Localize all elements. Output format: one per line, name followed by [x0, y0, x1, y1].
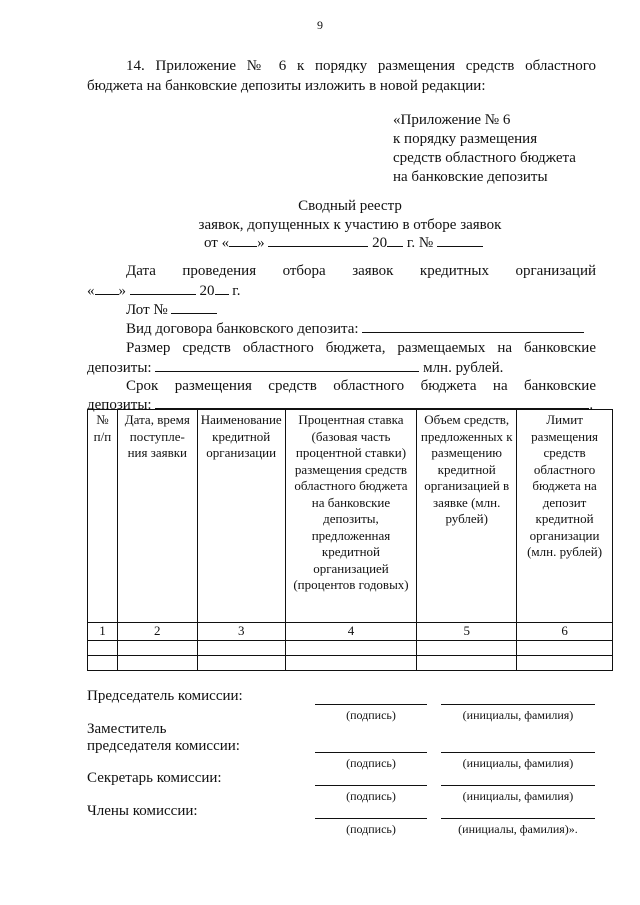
table-header-row	[88, 410, 613, 623]
amount-label-line: Размер средств областного бюджета, размещаемых на банковские	[126, 340, 596, 356]
quote-close: »	[118, 283, 126, 299]
term-field[interactable]	[155, 394, 589, 409]
amount-label: депозиты:	[87, 360, 152, 376]
col-number: 2	[117, 623, 197, 641]
term-end: .	[589, 397, 594, 413]
secretary-sign-line[interactable]	[315, 785, 427, 786]
table-cell[interactable]	[285, 655, 417, 670]
intro-line-1: 14. Приложение № 6 к порядку размещения средств областного	[126, 58, 596, 74]
selection-year: 20	[199, 283, 215, 299]
col-header-number: № п/п	[88, 410, 118, 623]
table-cell[interactable]	[88, 640, 118, 655]
date-prefix: от «	[204, 235, 230, 251]
col-header-limit: Лимит размещения средств областного бюджета на депозит кредитной организации (млн. рублей)	[517, 410, 613, 623]
contract-type-line	[126, 318, 584, 339]
date-year: 20	[372, 235, 388, 251]
members-sign-line[interactable]	[315, 818, 427, 819]
date-number-label: г. №	[406, 235, 434, 251]
selection-day-field[interactable]	[95, 280, 119, 295]
table-cell[interactable]	[117, 640, 197, 655]
document-subtitle: заявок, допущенных к участию в отборе заявок	[198, 217, 502, 233]
members-label: Члены комиссии:	[87, 803, 198, 819]
table-cell[interactable]	[417, 640, 517, 655]
appendix-header-line: на банковские депозиты	[393, 169, 548, 185]
year-field[interactable]	[387, 232, 403, 247]
selection-date-label: Дата проведения отбора заявок кредитных организаций	[126, 263, 596, 279]
col-number: 5	[417, 623, 517, 641]
term-label: депозиты:	[87, 397, 152, 413]
day-field[interactable]	[229, 232, 257, 247]
table-cell[interactable]	[285, 640, 417, 655]
col-header-rate: Процентная ставка (базовая часть процентной ставки) размещения средств областного бюджета на банковские депозиты, предложенная кредитной организацией (процентов годовых)	[285, 410, 417, 623]
appendix-header-line: к порядку размещения	[393, 131, 538, 147]
table-row	[88, 655, 613, 670]
lot-label: Лот №	[126, 302, 168, 318]
chairman-sign-line[interactable]	[315, 704, 427, 705]
table-cell[interactable]	[417, 655, 517, 670]
members-name-caption: (инициалы, фамилия)».	[458, 822, 578, 836]
document-title: Сводный реестр	[298, 198, 402, 214]
appendix-header-line: средств областного бюджета	[393, 150, 576, 166]
chairman-label: Председатель комиссии:	[87, 688, 243, 704]
deputy-name-caption: (инициалы, фамилия)	[462, 756, 574, 770]
deputy-label: председателя комиссии:	[87, 738, 240, 754]
chairman-name-caption: (инициалы, фамилия)	[462, 708, 574, 722]
table-cell[interactable]	[517, 640, 613, 655]
register-table	[87, 409, 613, 671]
members-name-line[interactable]	[441, 818, 595, 819]
deputy-name-line[interactable]	[441, 752, 595, 753]
selection-date-line	[87, 280, 240, 301]
chairman-sign-caption: (подпись)	[346, 708, 396, 722]
col-number: 1	[88, 623, 118, 641]
date-mid: »	[257, 235, 265, 251]
col-number: 3	[197, 623, 285, 641]
table-row	[88, 640, 613, 655]
quote-open: «	[87, 283, 95, 299]
table-number-row	[88, 623, 613, 641]
selection-year-field[interactable]	[215, 280, 229, 295]
appendix-header	[393, 111, 576, 187]
lot-field[interactable]	[171, 299, 217, 314]
table-cell[interactable]	[197, 655, 285, 670]
col-header-volume: Объем средств, предложенных к размещению кредитной организацией в заявке (млн. рублей)	[417, 410, 517, 623]
deputy-sign-line[interactable]	[315, 752, 427, 753]
table-cell[interactable]	[117, 655, 197, 670]
table-cell[interactable]	[197, 640, 285, 655]
col-number: 4	[285, 623, 417, 641]
page-number: 9	[317, 18, 323, 32]
amount-field[interactable]	[155, 357, 419, 372]
contract-type-label: Вид договора банковского депозита:	[126, 321, 359, 337]
month-field[interactable]	[268, 232, 368, 247]
document-date-line	[204, 232, 483, 253]
secretary-sign-caption: (подпись)	[346, 789, 396, 803]
secretary-name-caption: (инициалы, фамилия)	[462, 789, 574, 803]
contract-type-field[interactable]	[362, 318, 584, 333]
table-cell[interactable]	[517, 655, 613, 670]
intro-line-2: бюджета на банковские депозиты изложить в новой редакции:	[87, 78, 486, 94]
members-sign-caption: (подпись)	[346, 822, 396, 836]
secretary-name-line[interactable]	[441, 785, 595, 786]
deputy-sign-caption: (подпись)	[346, 756, 396, 770]
amount-unit: млн. рублей.	[423, 360, 504, 376]
selection-year-suffix: г.	[232, 283, 241, 299]
amount-line	[87, 357, 503, 378]
secretary-label: Секретарь комиссии:	[87, 770, 222, 786]
col-header-organization: Наименование кредитной организации	[197, 410, 285, 623]
term-label-line: Срок размещения средств областного бюджета на банковские	[126, 378, 596, 394]
deputy-label-line1: Заместитель	[87, 721, 167, 737]
table-cell[interactable]	[88, 655, 118, 670]
col-header-date: Дата, время поступле- ния заявки	[117, 410, 197, 623]
register-number-field[interactable]	[437, 232, 483, 247]
appendix-header-line: «Приложение № 6	[393, 112, 511, 128]
chairman-name-line[interactable]	[441, 704, 595, 705]
col-number: 6	[517, 623, 613, 641]
selection-month-field[interactable]	[130, 280, 196, 295]
lot-line	[126, 299, 217, 320]
